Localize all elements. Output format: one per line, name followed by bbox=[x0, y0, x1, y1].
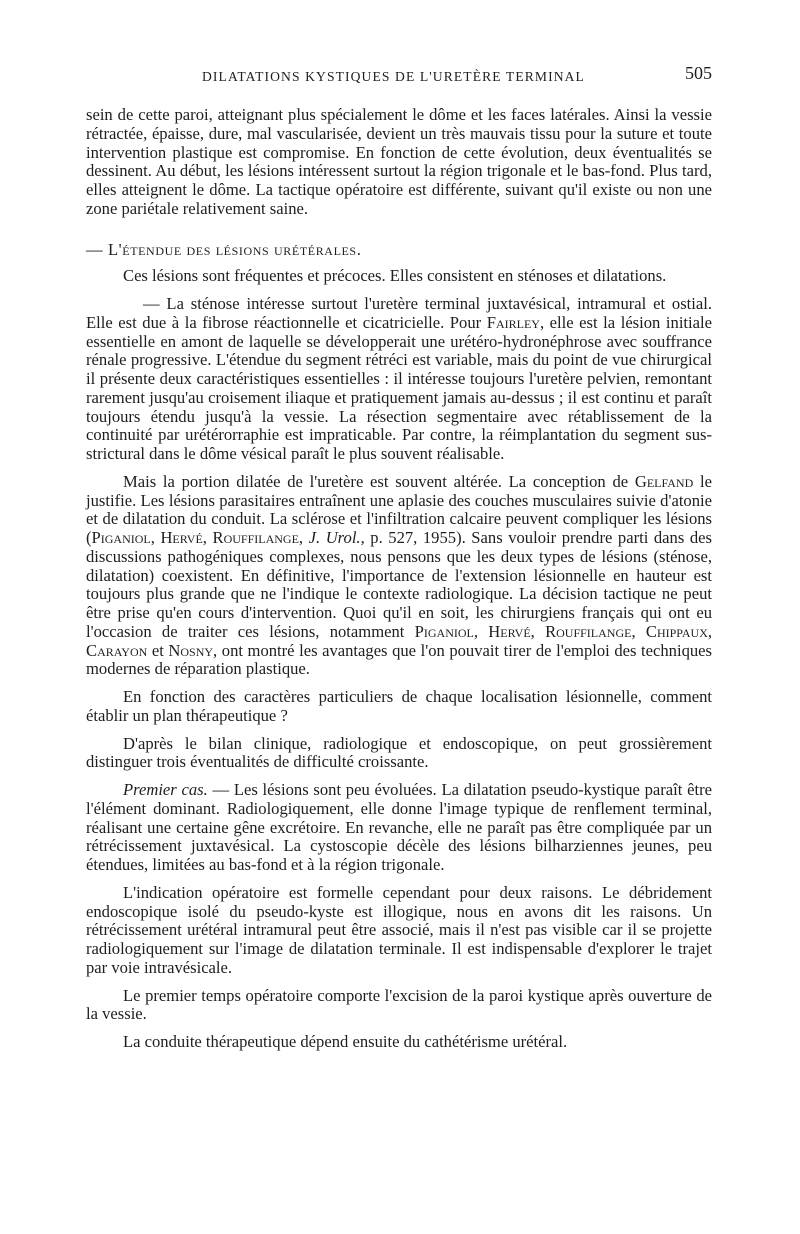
paragraph-8: L'indication opératoire est formelle cependant pour deux raisons. Le débridement endoscopique isolé du pseudo-kyste est illogique, nous en avons dit les raisons. Un rétrécissement urétéral intramural peut être associé, mais il n'est pas visible car il se projette radiologiquement sur l'image de dilatation terminale. Il est indispensable d'explorer le trajet par voie intravésicale. bbox=[86, 882, 712, 977]
paragraph-4-text-b: le justifie. Les lésions parasitaires entraînent une aplasie des couches musculaires suivie d'atonie et de dilatation du conduit. La sclérose et l'infiltration calcaire peuvent compliquer les lésions ( bbox=[86, 471, 712, 547]
paragraph-1: sein de cette paroi, atteignant plus spécialement le dôme et les faces latérales. Ainsi la vessie rétractée, épaisse, dure, mal vascularisée, devient un très mauvais tissu pour la suture et toute intervention plastique est compromise. En fonction de cette évolution, deux éventualités se dessinent. Au début, les lésions intéressent surtout la région trigonale et le bas-fond. Plus tard, elles atteignent le dôme. La tactique opératoire est différente, suivant qu'il existe ou non une zone pariétale relativement saine. bbox=[86, 105, 712, 218]
paragraph-7-text: — Les lésions sont peu évoluées. La dilatation pseudo-kystique paraît être l'élément dominant. Radiologiquement, elle donne l'image typique de renflement terminal, réalisant une certaine gêne excrétoire. En revanche, elle ne paraît pas être compliquée par un rétrécissement juxtavésical. La cystoscopie décèle des lésions bilharziennes jeunes, peu étendues, limitées au bas-fond et à la région trigonale. bbox=[86, 780, 712, 874]
paragraph-7 bbox=[86, 781, 712, 875]
section-heading-text: — L'étendue des lésions urétérales. bbox=[86, 239, 362, 259]
paragraph-4-text-c: p. 527, 1955). Sans vouloir prendre parti dans des discussions pathogéniques complexes, nous pensons que les deux types de lésions (sténose, dilatation) coexistent. En définitive, l'importance de l'extension lésionnelle en hauteur est toujours plus grande que ne l'indique le contexte radiologique. La décision tactique ne peut être prise qu'en cours d'intervention. Quoi qu'il en soit, les chirurgiens français qui ont eu l'occasion de traiter ces lésions, notamment bbox=[86, 528, 712, 641]
author-gelfand: Gelfand bbox=[634, 471, 694, 491]
paragraph-4-text-a: Mais la portion dilatée de l'uretère est souvent altérée. La conception de bbox=[123, 471, 635, 491]
paragraph-10: La conduite thérapeutique dépend ensuite du cathétérisme urétéral. bbox=[123, 1032, 568, 1051]
paragraph-9: Le premier temps opératoire comporte l'excision de la paroi kystique après ouverture de la vessie. bbox=[86, 985, 712, 1024]
case-label: Premier cas. bbox=[123, 780, 208, 799]
page-header bbox=[86, 64, 712, 86]
paragraph-5: En fonction des caractères particuliers de chaque localisation lésionnelle, comment établir un plan thérapeutique ? bbox=[86, 687, 712, 725]
paragraph-4-and: et bbox=[147, 640, 169, 660]
surgeon-names: Piganiol, Hervé, Rouffilange, Chippaux, Carayon bbox=[86, 621, 713, 660]
author-fairley: Fairley, bbox=[486, 312, 545, 332]
paragraph-2: Ces lésions sont fréquentes et précoces. Elles consistent en sténoses et dilatations. bbox=[123, 266, 667, 286]
body-text bbox=[86, 106, 712, 1052]
paragraph-3 bbox=[86, 295, 712, 464]
author-nosny: Nosny, bbox=[168, 640, 218, 660]
paragraph-4-text-d: ont montré les avantages que l'on pouvait tirer de l'emploi des techniques modernes de réparation plastique. bbox=[86, 640, 712, 679]
journal-name: J. Urol., bbox=[308, 528, 365, 547]
citation-authors: Piganiol, Hervé, Rouffilange, bbox=[91, 528, 304, 547]
section-heading bbox=[86, 241, 712, 260]
paragraph-3-text-b: elle est la lésion initiale essentielle en amont de laquelle se développerait une urétéro-hydronéphrose avec souffrance rénale progressive. L'étendue du segment rétréci est variable, mais du point de vue chirurgical il présente deux caractéristiques essentielles : il intéresse toujours l'uretère pelvien, remontant rarement jusqu'au croisement iliaque et pratiquement jamais au-dessus ; il est continu et paraît toujours étendu jusqu'à la vessie. La résection segmentaire avec rétablissement de la continuité par urétérorraphie est impraticable. Par contre, la réimplantation du segment sus-strictural dans le dôme vésical paraît le plus souvent réalisable. bbox=[86, 312, 712, 463]
paragraph-3-text-a: — La sténose intéresse surtout l'uretère terminal juxtavésical, intramural et ostial. Elle est due à la fibrose réactionnelle et cicatricielle. Pour bbox=[86, 294, 712, 332]
page-number: 505 bbox=[685, 63, 712, 83]
paragraph-4 bbox=[86, 473, 712, 679]
running-title: DILATATIONS KYSTIQUES DE L'URETÈRE TERMINAL bbox=[202, 69, 585, 84]
paragraph-6: D'après le bilan clinique, radiologique et endoscopique, on peut grossièrement distinguer trois éventualités de difficulté croissante. bbox=[86, 733, 712, 772]
